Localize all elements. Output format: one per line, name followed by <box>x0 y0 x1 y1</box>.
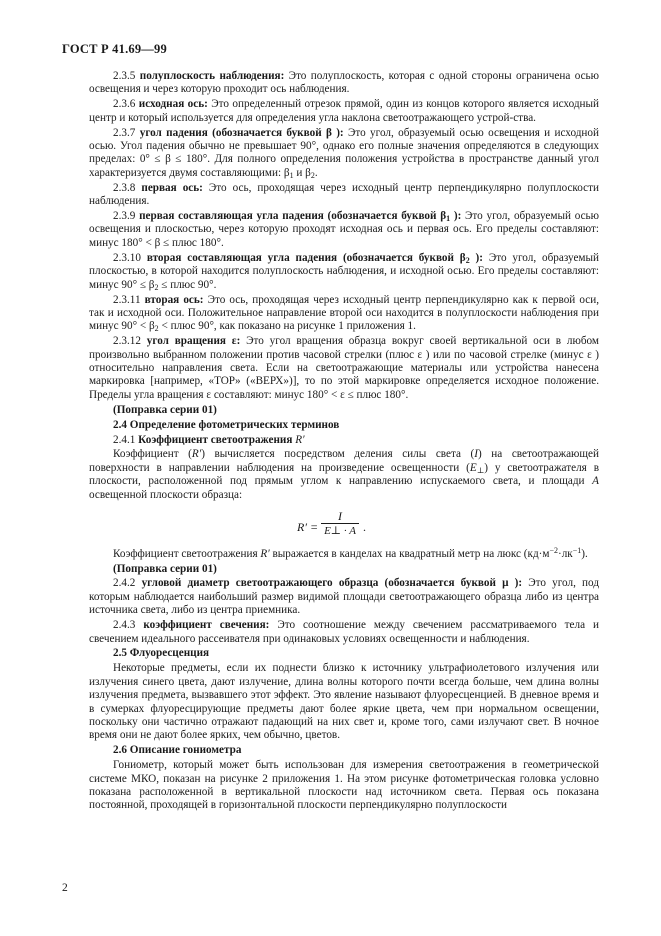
section-2-3-9 <box>89 210 599 250</box>
term: вторая ось: <box>144 293 204 306</box>
section-2-3-12 <box>89 335 599 402</box>
section-2-3-7 <box>89 127 599 181</box>
term <box>139 210 461 222</box>
definition-end: < плюс 90°, как показано на рисунке 1 приложения 1. <box>158 320 416 333</box>
symbol: R′ <box>260 547 270 560</box>
section-2-6-heading <box>89 744 599 757</box>
formula-end: . <box>363 519 366 534</box>
section-number: 2.4.1 <box>113 433 136 446</box>
page-number: 2 <box>62 882 68 894</box>
subscript: ⊥ <box>476 465 485 475</box>
text: ) на светоотражающей поверхности в направлении наблюдения на произведение освещенности ( <box>89 448 599 474</box>
definition: Это полуплоскость, которая с одной стороны ограничена осью освещения и через которую проходит ось наблюдения. <box>89 70 599 96</box>
section-number: 2.3.12 <box>113 335 141 348</box>
section-2-5-heading <box>89 647 599 660</box>
term: коэффициент свечения: <box>143 619 270 632</box>
document-body <box>89 70 599 814</box>
text: ) у светоотражателя в плоскости, расположенной под прямым углом к направлению испускаемого света, и площади <box>89 461 599 488</box>
section-heading: 2.5 Флуоресценция <box>113 647 210 660</box>
definition-end: ≤ плюс 90°. <box>158 278 217 291</box>
symbol: R′ <box>191 448 202 461</box>
definition-cont: и β <box>293 166 311 179</box>
paragraph-goniometer: Гониометр, который может быть использован для измерения светоотражения в геометрической системе МКО, показан на рисунке 2 приложения 1. На этом рисунке фотометрическая головка условно показана расположенной в вертикальной плоскости над источником света. Первая ось показана постоянной, проходящей в горизонтальной плоскости перпендикулярно полуплоскости <box>89 759 599 812</box>
definition: Это угол, образуемый плоскостью, в которой находится полуплоскость наблюдения, и исходной осью. Его пределы составляют: минус 90° ≤ β <box>89 251 599 291</box>
section-2-3-8 <box>89 182 599 209</box>
symbol: E <box>469 461 477 474</box>
term: первая ось: <box>141 181 203 194</box>
text: Коэффициент светоотражения <box>113 547 261 560</box>
term: угловой диаметр светоотражающего образца (обозначается буквой μ ): <box>141 577 523 590</box>
definition: Это соотношение между свечением рассматриваемого тела и свечением идеального рассеивателя при одинаковых условиях освещенности и наблюдения. <box>89 619 599 645</box>
term-text: первая составляющая угла падения (обозначается буквой β <box>139 210 447 223</box>
paragraph-coefficient-definition <box>89 448 599 502</box>
definition: Это угол, образуемый осью освещения и исходной осью. Угол падения обычно не превышает 90°, однако его полные значения определяются в следующих пределах: 0° ≤ β ≤ 180°. Для полного определения положения устройства в пространстве данный угол характеризуется двумя составляющими: β <box>89 126 600 179</box>
subscript: 1 <box>289 170 294 180</box>
subscript: 2 <box>310 170 315 180</box>
document-header: ГОСТ Р 41.69—99 <box>62 42 167 56</box>
section-2-3-10 <box>89 252 599 292</box>
formula-numerator: I <box>321 509 359 524</box>
section-number: 2.4.2 <box>113 577 136 590</box>
subscript: 1 <box>446 214 451 224</box>
paragraph-fluorescence: Некоторые предметы, если их поднести близко к источнику ультрафиолетового излучения или излучения синего цвета, дают излучение, длина волны которого почти всегда больше, чем длина волны излучения предмета, вызвавшего этот эффект. Это явление называют флуоресценцией. В дневное время и в сумерках флуоресцирующие предметы дают более яркие цвета, чем при нормальном освещении, поскольку они частично отражают падающий на них свет и, кроме того, сами излучают свет. В ночное время они не дают более ярких, чем обычно, цветов. <box>89 662 599 742</box>
section-2-4-2 <box>89 577 599 617</box>
text: ). <box>581 547 588 560</box>
formula-reflection-coefficient <box>89 504 599 548</box>
section-heading: 2.6 Описание гониометра <box>113 744 242 757</box>
section-heading: 2.4 Определение фотометрических терминов <box>113 418 340 431</box>
formula-lhs: R′ = <box>297 519 319 534</box>
text: Коэффициент ( <box>113 448 192 461</box>
subscript: 2 <box>154 324 159 334</box>
symbol: R′ <box>295 433 305 446</box>
text: выражается в канделах на квадратный метр на люкс (кд·м <box>269 547 550 560</box>
definition: Это ось, проходящая через исходный центр перпендикулярно полуплоскости наблюдения. <box>89 181 599 208</box>
term-text: вторая составляющая угла падения (обозначается буквой β <box>146 251 466 264</box>
section-2-3-11 <box>89 294 599 334</box>
term: исходная ось: <box>138 98 208 111</box>
section-2-4-3 <box>89 619 599 646</box>
term: угол падения (обозначается буквой β ): <box>139 126 344 139</box>
superscript: −1 <box>572 545 582 555</box>
subscript: 2 <box>465 255 470 265</box>
term-end: ): <box>450 210 462 223</box>
term: Коэффициент светоотражения <box>138 433 293 446</box>
section-number: 2.3.7 <box>113 126 136 139</box>
section-number: 2.3.6 <box>113 98 136 111</box>
formula-fraction <box>321 509 359 538</box>
term: угол вращения ε: <box>146 335 241 348</box>
paragraph-coefficient-units <box>89 545 599 561</box>
definition: Это определенный отрезок прямой, один из концов которого является исходный центр и который используется для определения угла наклона светоотражающего устрой-ства. <box>89 98 600 124</box>
term <box>147 252 483 264</box>
symbol: A <box>592 475 599 488</box>
section-2-4-1 <box>89 434 599 447</box>
amendment-text: (Поправка серии 01) <box>113 562 217 575</box>
definition: Это угол вращения образца вокруг своей вертикальной оси в любом произвольно выбранном положении против часовой стрелки (плюс ε ) или по часовой стрелке (минус ε ) относительно направления света. Если на светоотражающие материалы или устройства нанесена маркировка [например, «TOP» («ВЕРХ»)], то по этой маркировке определяется исходное положение. Пределы угла вращения ε составляют: минус 180° < ε ≤ плюс 180°. <box>89 335 599 401</box>
formula-denominator: E⊥ · A <box>324 524 356 537</box>
section-2-3-6 <box>89 98 599 125</box>
symbol: I <box>474 448 478 461</box>
definition: Это ось, проходящая через исходный центр перпендикулярно как к первой оси, так и исходной оси. Положительное направление второй оси находится в полуплоскости наблюдения при минус 90° < β <box>89 293 599 333</box>
section-number: 2.3.10 <box>113 251 141 264</box>
amendment-note <box>89 404 599 417</box>
section-number: 2.3.5 <box>113 70 136 82</box>
term-end: ): <box>469 251 483 264</box>
section-2-3-5 <box>89 70 599 97</box>
text: ) вычисляется посредством деления силы света ( <box>201 448 475 461</box>
section-number: 2.3.11 <box>113 293 141 306</box>
text: освещенной плоскости образца: <box>89 488 243 501</box>
section-number: 2.3.8 <box>113 181 136 194</box>
amendment-text: (Поправка серии 01) <box>113 403 217 416</box>
text: ·лк <box>557 547 573 560</box>
section-2-4-heading <box>89 419 599 432</box>
superscript: −2 <box>549 545 558 555</box>
section-number: 2.4.3 <box>113 619 136 632</box>
amendment-note <box>89 563 599 576</box>
term: полуплоскость наблюдения: <box>139 70 285 82</box>
definition-end: . <box>314 166 318 179</box>
definition: Это угол, образуемый осью освещения и плоскостью, через которую проходят исходная ось и первая ось. Его пределы составляют: минус 180° < β ≤ плюс 180°. <box>89 210 600 249</box>
section-number: 2.3.9 <box>113 210 136 223</box>
definition: Это угол, под которым наблюдается наибольший размер видимой площади светоотражающего образца либо из центра источника света, либо из центра приемника. <box>89 577 600 617</box>
subscript: 2 <box>154 282 159 292</box>
